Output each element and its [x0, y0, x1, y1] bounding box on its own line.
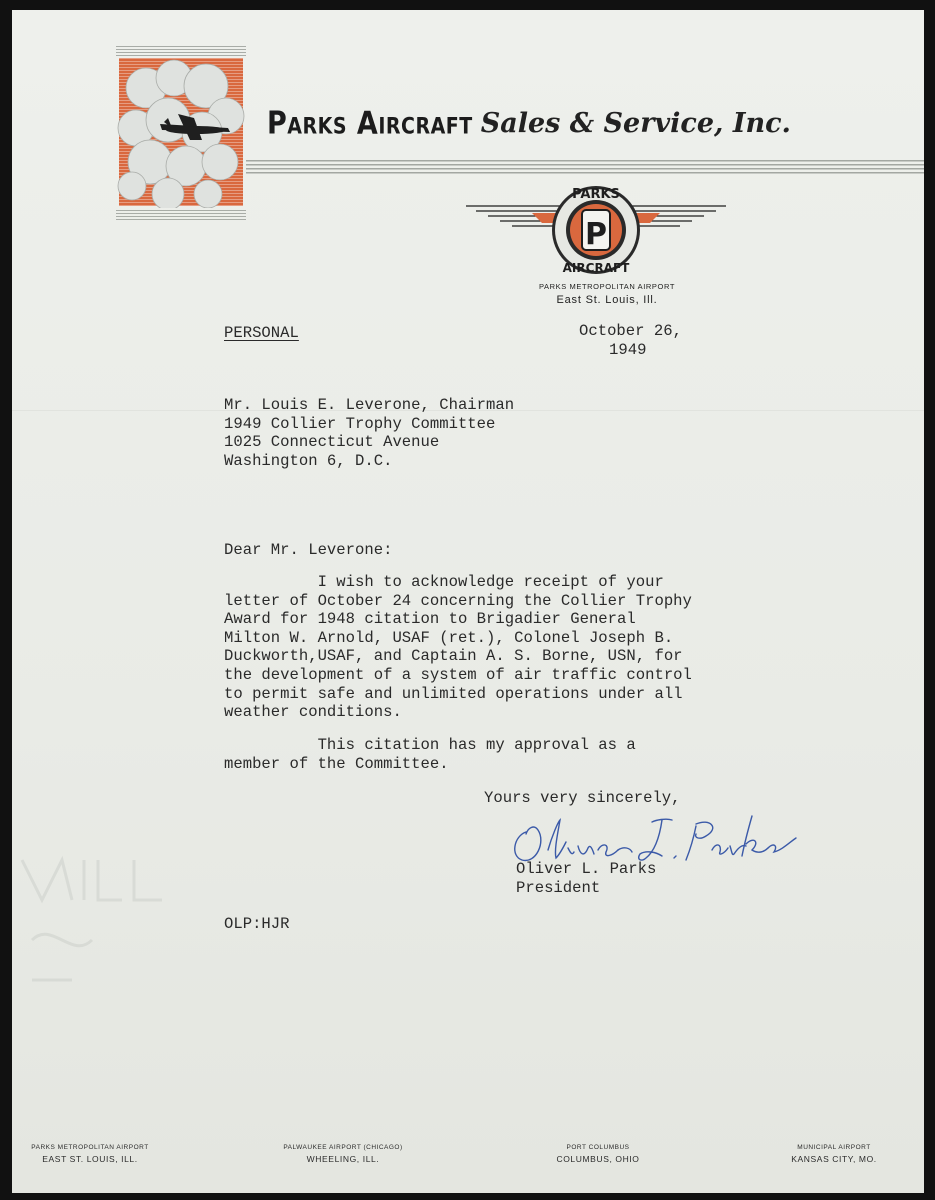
footer-airport: PALWAUKEE AIRPORT (CHICAGO)	[283, 1144, 403, 1151]
body-line: This citation has my approval as a	[224, 736, 636, 754]
body-line: weather conditions.	[224, 703, 402, 722]
airplane-in-clouds-icon	[116, 46, 246, 218]
footer-airport: PARKS METROPOLITAN AIRPORT	[31, 1144, 149, 1151]
paper-watermark	[12, 840, 212, 1010]
footer-location	[243, 1144, 443, 1164]
body-line: letter of October 24 concerning the Collier Trophy	[224, 591, 692, 610]
reference-initials: OLP:HJR	[224, 915, 290, 933]
closing: Yours very sincerely,	[484, 789, 681, 807]
classification-label: PERSONAL	[224, 324, 299, 342]
body-line: the development of a system of air traffic control	[224, 665, 692, 684]
company-name: Parks Aircraft	[267, 105, 473, 142]
footer-location	[498, 1144, 698, 1164]
letter-sheet	[12, 10, 924, 1193]
body-line: Award for 1948 citation to Brigadier General	[224, 610, 636, 629]
letterhead-address-city: East St. Louis, Ill.	[556, 294, 658, 306]
recipient-line: 1025 Connecticut Avenue	[224, 433, 440, 452]
emblem-letter: P	[585, 217, 607, 252]
letterhead-address-airport: PARKS METROPOLITAN AIRPORT	[538, 282, 676, 291]
signer-block	[516, 860, 656, 897]
recipient-address	[224, 396, 514, 470]
body-line: member of the Committee.	[224, 754, 449, 773]
recipient-line: Washington 6, D.C.	[224, 451, 393, 470]
company-tagline: Sales & Service, Inc.	[480, 108, 791, 139]
body-line: to permit safe and unlimited operations under all	[224, 684, 683, 703]
body-paragraph-1	[224, 573, 784, 722]
footer-airport: PORT COLUMBUS	[566, 1144, 630, 1151]
footer-location	[12, 1144, 190, 1164]
recipient-line: Mr. Louis E. Leverone, Chairman	[224, 396, 515, 414]
parks-winged-emblem-icon	[462, 180, 730, 280]
body-line: Milton W. Arnold, USAF (ret.), Colonel Joseph B.	[224, 628, 674, 647]
emblem-bottom-text: AIRCRAFT	[562, 261, 630, 275]
date-line-2: 1949	[609, 340, 647, 359]
footer-city: COLUMBUS, OHIO	[556, 1154, 640, 1164]
signer-title: President	[516, 878, 601, 897]
footer-location	[734, 1144, 924, 1164]
footer-city: EAST ST. LOUIS, ILL.	[42, 1154, 138, 1164]
footer-city: KANSAS CITY, MO.	[791, 1154, 877, 1164]
letter-date	[579, 322, 682, 359]
body-paragraph-2	[224, 736, 784, 773]
signer-name: Oliver L. Parks	[516, 860, 657, 878]
body-line: I wish to acknowledge receipt of your	[224, 573, 664, 591]
letterhead-rule	[246, 160, 924, 174]
salutation: Dear Mr. Leverone:	[224, 541, 393, 559]
date-line-1: October 26,	[579, 322, 682, 340]
emblem-top-text: PARKS	[572, 187, 620, 202]
footer-city: WHEELING, ILL.	[306, 1154, 380, 1164]
recipient-line: 1949 Collier Trophy Committee	[224, 414, 496, 433]
letterhead-address	[492, 282, 722, 306]
company-name-banner	[267, 105, 924, 158]
letterhead-footer	[12, 1144, 924, 1174]
footer-airport: MUNICIPAL AIRPORT	[797, 1144, 871, 1151]
body-line: Duckworth,USAF, and Captain A. S. Borne, USN, for	[224, 647, 683, 666]
